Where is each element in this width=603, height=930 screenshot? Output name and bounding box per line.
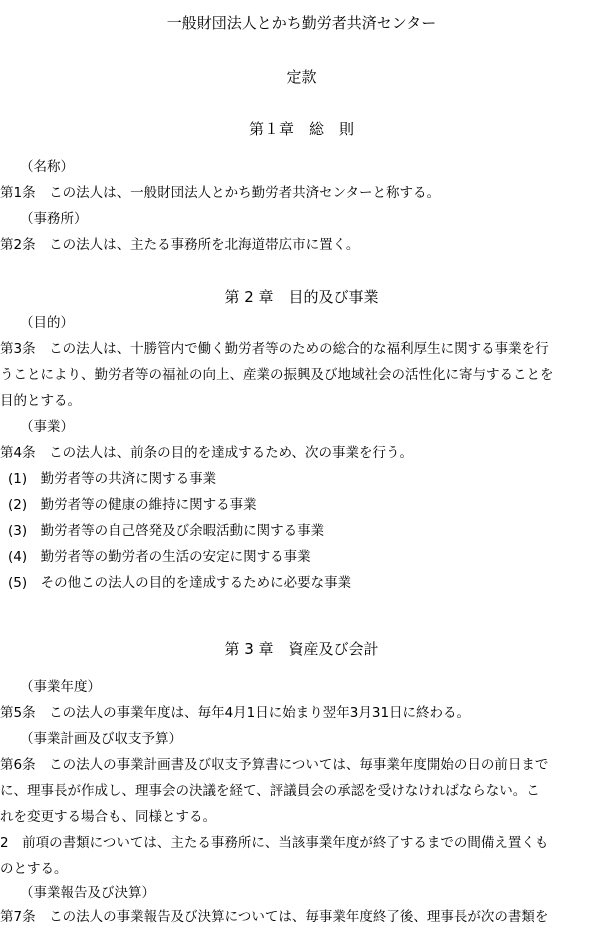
chapter-2-heading: 第 2 章 目的及び事業 <box>224 288 379 306</box>
document-title: 一般財団法人とかち勤労者共済センター <box>166 14 437 32</box>
article-4: 第4条 この法人は、前条の目的を達成するため、次の事業を行う。 <box>0 445 414 461</box>
list-item-4: (4) 勤労者等の勤労者の生活の安定に関する事業 <box>8 549 311 565</box>
chapter-3-heading: 第 3 章 資産及び会計 <box>224 640 379 658</box>
list-item-3: (3) 勤労者等の自己啓発及び余暇活動に関する事業 <box>8 523 325 539</box>
list-item-2: (2) 勤労者等の健康の維持に関する事業 <box>8 497 257 513</box>
article-6-line-1: 第6条 この法人の事業計画書及び収支予算書については、毎事業年度開始の日の前日まで <box>0 757 549 773</box>
article-2: 第2条 この法人は、主たる事務所を北海道帯広市に置く。 <box>0 237 360 253</box>
heading-purpose: （目的） <box>20 315 74 331</box>
list-item-1: (1) 勤労者等の共済に関する事業 <box>8 471 217 487</box>
article-6-line-3: れを変更する場合も、同様とする。 <box>0 809 216 825</box>
heading-plan-budget: （事業計画及び収支予算） <box>20 731 182 747</box>
article-1: 第1条 この法人は、一般財団法人とかち勤労者共済センターと称する。 <box>0 185 441 201</box>
heading-business: （事業） <box>20 419 74 435</box>
article-3-line-3: 目的とする。 <box>0 393 81 409</box>
heading-report-settlement: （事業報告及び決算） <box>20 885 155 901</box>
article-6-para-2-line-2: のとする。 <box>0 861 68 877</box>
article-3-line-1: 第3条 この法人は、十勝管内で働く勤労者等のための総合的な福利厚生に関する事業を行 <box>0 341 549 357</box>
article-6-line-2: に、理事長が作成し、理事会の決議を経て、評議員会の承認を受けなければならない。こ <box>0 783 540 799</box>
article-6-para-2-line-1: 2 前項の書類については、主たる事務所に、当該事業年度が終了するまでの間備え置くも <box>0 835 549 851</box>
document-subtitle: 定款 <box>286 68 317 86</box>
chapter-1-heading: 第１章 総 則 <box>248 120 354 138</box>
heading-fiscal-year: （事業年度） <box>20 679 101 695</box>
list-item-5: (5) その他この法人の目的を達成するために必要な事業 <box>8 575 352 591</box>
heading-name: （名称） <box>20 159 74 175</box>
article-3-line-2: うことにより、勤労者等の福祉の向上、産業の振興及び地域社会の活性化に寄与することを <box>0 367 554 383</box>
article-7-line-1: 第7条 この法人の事業報告及び決算については、毎事業年度終了後、理事長が次の書類を <box>0 909 549 925</box>
article-5: 第5条 この法人の事業年度は、毎年4月1日に始まり翌年3月31日に終わる。 <box>0 705 471 721</box>
heading-office: （事務所） <box>20 211 88 227</box>
